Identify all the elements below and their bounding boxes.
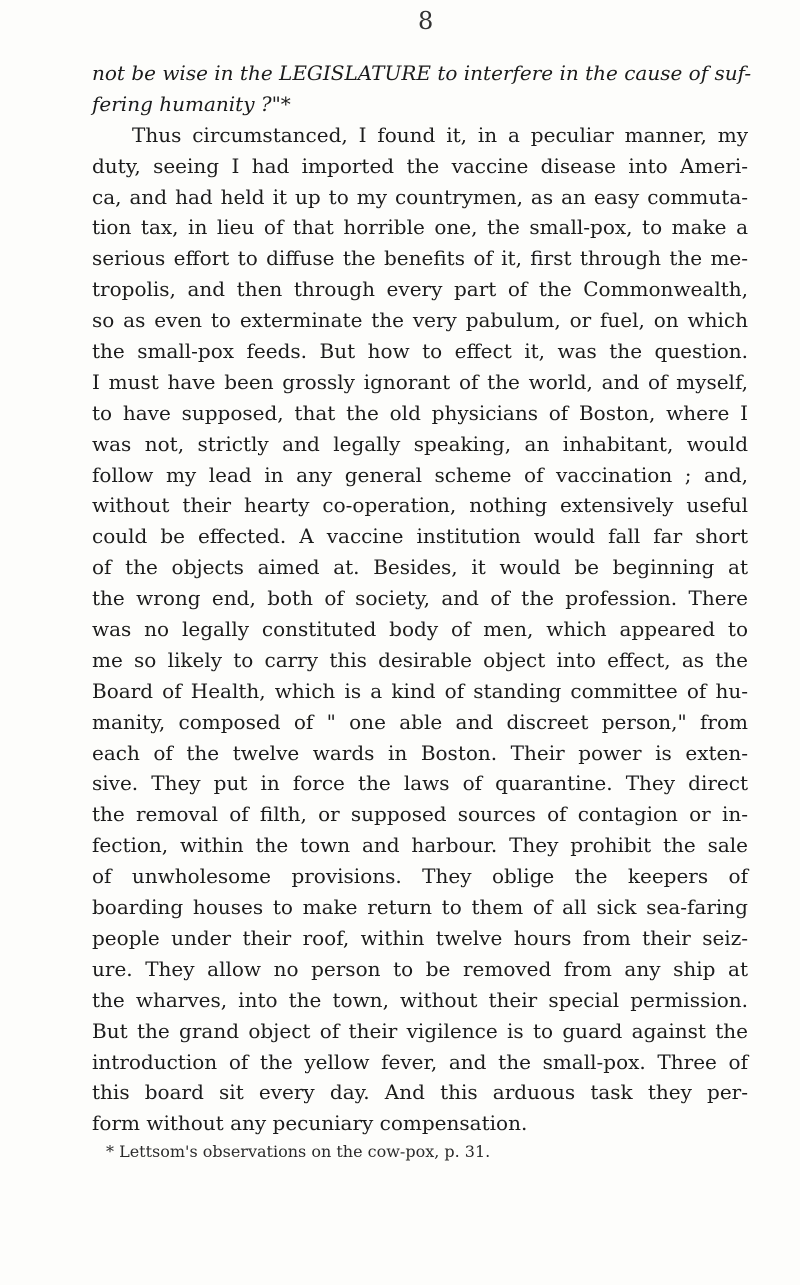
text-line: form without any pecuniary compensation. [92, 1111, 528, 1136]
text-line: was no legally constituted body of men, which appeared to [92, 617, 748, 642]
text-line: Thus circumstanced, I found it, in a peculiar manner, my [132, 122, 748, 147]
text-line: ure. They allow no person to be removed from any ship at [92, 956, 748, 981]
text-line: serious effort to diffuse the benefits of it, first through the me- [92, 246, 748, 271]
text-line: follow my lead in any general scheme of vaccination ; and, [92, 462, 748, 487]
text-line: fering humanity ?"* [92, 91, 291, 116]
text-line: duty, seeing I had imported the vaccine disease into Ameri- [92, 153, 748, 178]
text-line: Board of Health, which is a kind of standing committee of hu- [92, 678, 748, 703]
text-line: not be wise in the LEGISLATURE to interfere in the cause of suf- [92, 61, 752, 85]
text-line: to have supposed, that the old physicians of Boston, where I [92, 400, 748, 425]
text-line: But the grand object of their vigilence is to guard against the [92, 1018, 748, 1043]
text-line: of unwholesome provisions. They oblige the keepers of [92, 864, 748, 889]
text-line: tropolis, and then through every part of the Commonwealth, [92, 277, 748, 302]
text-line: I must have been grossly ignorant of the world, and of myself, [92, 369, 748, 394]
text-line: fection, within the town and harbour. They prohibit the sale [92, 833, 748, 858]
text-line: was not, strictly and legally speaking, an inhabitant, would [92, 431, 748, 456]
text-line: me so likely to carry this desirable object into effect, as the [92, 647, 748, 672]
text-line: manity, composed of " one able and discreet person," from [92, 709, 748, 734]
text-line: the wharves, into the town, without their special permission. [92, 987, 748, 1012]
text-line: tion tax, in lieu of that horrible one, the small-pox, to make a [92, 215, 748, 240]
body-text [92, 58, 752, 1165]
text-line: the small-pox feeds. But how to effect it, was the question. [92, 339, 748, 364]
page-number: 8 [418, 7, 434, 35]
text-line: so as even to exterminate the very pabulum, or fuel, on which [92, 308, 748, 333]
text-line: introduction of the yellow fever, and the small-pox. Three of [92, 1049, 748, 1074]
text-line: this board sit every day. And this arduous task they per- [92, 1080, 748, 1105]
text-line: each of the twelve wards in Boston. Their power is exten- [92, 740, 748, 765]
text-line: people under their roof, within twelve hours from their seiz- [92, 925, 748, 950]
text-line: could be effected. A vaccine institution would fall far short [92, 524, 748, 549]
text-line: boarding houses to make return to them of all sick sea-faring [92, 895, 748, 920]
text-line: the removal of filth, or supposed sources of contagion or in- [92, 802, 748, 827]
text-line: ca, and had held it up to my countrymen, as an easy commuta- [92, 184, 748, 209]
text-line: without their hearty co-operation, nothing extensively useful [92, 493, 748, 518]
footnote: * Lettsom's observations on the cow-pox, p. 31. [106, 1142, 491, 1162]
text-line: the wrong end, both of society, and of the profession. There [92, 586, 748, 611]
text-line: of the objects aimed at. Besides, it would be beginning at [92, 555, 748, 580]
text-line: sive. They put in force the laws of quarantine. They direct [92, 771, 748, 796]
